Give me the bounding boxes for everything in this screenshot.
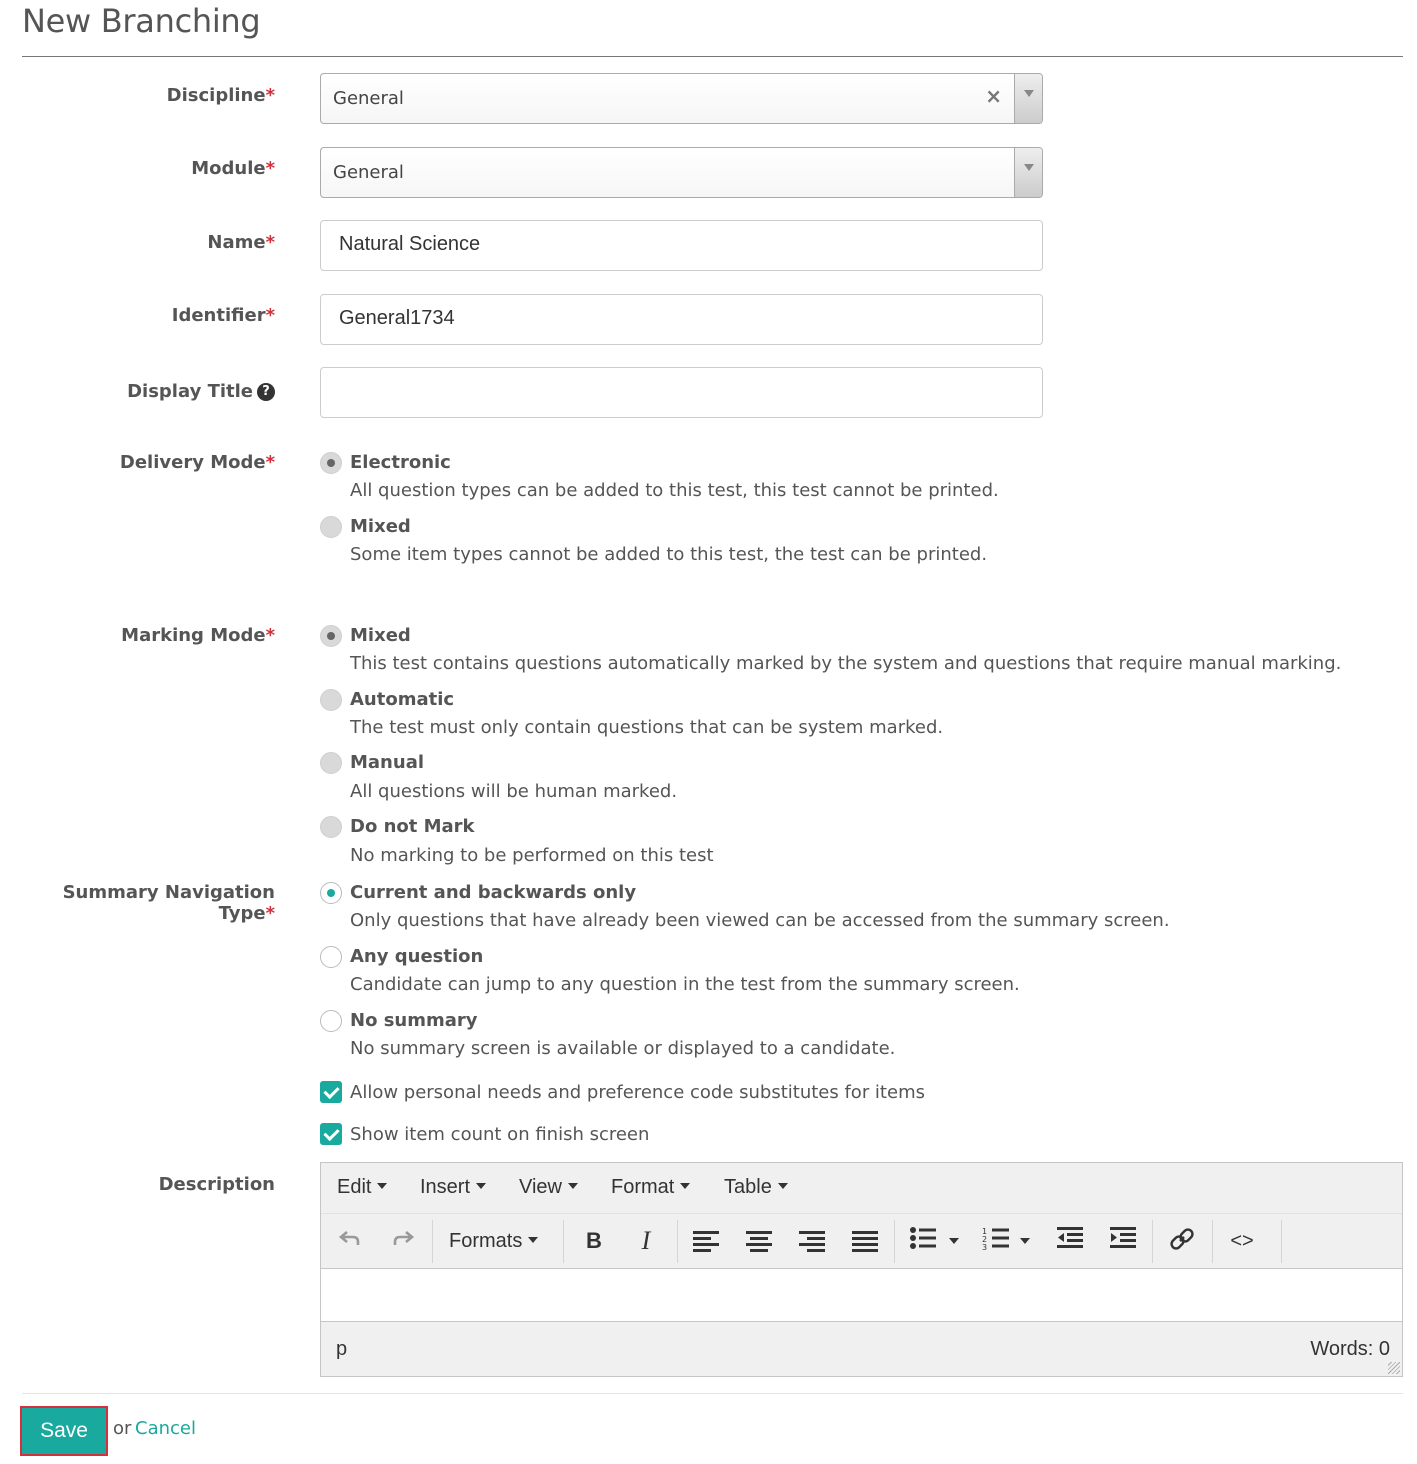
- summary-option-desc: Candidate can jump to any question in the test from the summary screen.: [350, 974, 1020, 995]
- editor-content-area[interactable]: [321, 1269, 1402, 1322]
- name-input[interactable]: Natural Science: [320, 220, 1043, 271]
- discipline-label: Discipline*: [166, 85, 275, 106]
- summary-current-backwards-radio[interactable]: [320, 882, 342, 904]
- show-item-count-checkbox[interactable]: [320, 1123, 342, 1145]
- display-title-label: Display Title ?: [20, 381, 275, 402]
- summary-option-title: Current and backwards only: [350, 882, 637, 903]
- toolbar-separator: [563, 1220, 564, 1263]
- delivery-option-title: Electronic: [350, 452, 451, 473]
- summary-option-desc: No summary screen is available or displayed to a candidate.: [350, 1038, 896, 1059]
- link-icon[interactable]: [1167, 1226, 1197, 1256]
- italic-icon[interactable]: I: [641, 1226, 651, 1255]
- title-divider: [22, 56, 1403, 57]
- bold-icon[interactable]: B: [586, 1228, 602, 1253]
- marking-option-title: Mixed: [350, 625, 411, 646]
- name-label: Name*: [207, 232, 275, 253]
- marking-option-title: Do not Mark: [350, 816, 475, 837]
- delivery-option-title: Mixed: [350, 516, 411, 537]
- marking-mode-label: Marking Mode*: [121, 625, 275, 646]
- delivery-electronic-radio[interactable]: [320, 452, 342, 474]
- marking-option-title: Manual: [350, 752, 425, 773]
- marking-option-desc: The test must only contain questions that can be system marked.: [350, 717, 944, 738]
- or-text: or: [113, 1418, 132, 1439]
- description-editor[interactable]: [320, 1162, 1403, 1377]
- delivery-option-desc: Some item types cannot be added to this test, the test can be printed.: [350, 544, 988, 565]
- marking-automatic-radio[interactable]: [320, 689, 342, 711]
- description-label: Description: [158, 1174, 275, 1195]
- module-select[interactable]: [320, 147, 1043, 198]
- outdent-icon[interactable]: [1055, 1226, 1085, 1256]
- menu-view[interactable]: View: [519, 1176, 578, 1199]
- marking-option-desc: This test contains questions automatically marked by the system and questions that require manual marking.: [350, 653, 1342, 674]
- page-title: New Branching: [22, 2, 261, 40]
- marking-mixed-radio[interactable]: [320, 625, 342, 647]
- clear-icon[interactable]: ×: [985, 84, 1002, 108]
- align-left-icon[interactable]: [693, 1230, 719, 1252]
- delivery-option-desc: All question types can be added to this test, this test cannot be printed.: [350, 480, 999, 501]
- discipline-select[interactable]: [320, 73, 1043, 124]
- toolbar-separator: [432, 1220, 433, 1263]
- marking-option-title: Automatic: [350, 689, 455, 710]
- summary-no-summary-radio[interactable]: [320, 1010, 342, 1032]
- identifier-input[interactable]: General1734: [320, 294, 1043, 345]
- marking-manual-radio[interactable]: [320, 752, 342, 774]
- formats-dropdown[interactable]: Formats: [449, 1226, 538, 1256]
- menu-format[interactable]: Format: [611, 1176, 690, 1199]
- svg-text:2: 2: [982, 1235, 988, 1244]
- align-right-icon[interactable]: [799, 1230, 825, 1252]
- marking-option-desc: No marking to be performed on this test: [350, 845, 714, 866]
- element-path[interactable]: p: [336, 1338, 348, 1360]
- indent-icon[interactable]: [1108, 1226, 1138, 1256]
- chevron-down-icon[interactable]: [1014, 74, 1042, 123]
- editor-toolbar: [321, 1214, 1402, 1269]
- identifier-label: Identifier*: [171, 305, 275, 326]
- help-icon[interactable]: ?: [257, 383, 275, 401]
- menu-table[interactable]: Table: [724, 1176, 788, 1199]
- summary-option-title: No summary: [350, 1010, 478, 1031]
- toolbar-separator: [1212, 1220, 1213, 1263]
- chevron-down-icon[interactable]: [1018, 1226, 1032, 1256]
- menu-edit[interactable]: Edit: [337, 1176, 387, 1199]
- show-item-count-label: Show item count on finish screen: [350, 1124, 650, 1145]
- numbered-list-icon[interactable]: [981, 1226, 1011, 1256]
- marking-option-desc: All questions will be human marked.: [350, 781, 678, 802]
- align-justify-icon[interactable]: [852, 1230, 878, 1252]
- chevron-down-icon[interactable]: [1014, 148, 1042, 197]
- summary-option-desc: Only questions that have already been viewed can be accessed from the summary screen.: [350, 910, 1170, 931]
- discipline-value: General: [333, 88, 404, 109]
- editor-statusbar: [321, 1321, 1402, 1376]
- svg-text:3: 3: [982, 1243, 988, 1250]
- resize-handle[interactable]: [1388, 1362, 1400, 1374]
- toolbar-separator: [677, 1220, 678, 1263]
- menu-insert[interactable]: Insert: [420, 1176, 486, 1199]
- module-label: Module*: [191, 158, 275, 179]
- word-count: Words: 0: [1310, 1338, 1390, 1360]
- toolbar-separator: [894, 1220, 895, 1263]
- chevron-down-icon[interactable]: [947, 1226, 961, 1256]
- summary-navigation-label: Summary Navigation Type*: [62, 882, 275, 924]
- delivery-mixed-radio[interactable]: [320, 516, 342, 538]
- delivery-mode-label: Delivery Mode*: [119, 452, 275, 473]
- bullet-list-icon[interactable]: [908, 1226, 938, 1256]
- undo-icon[interactable]: [335, 1226, 365, 1256]
- allow-pnp-substitutes-checkbox[interactable]: [320, 1081, 342, 1103]
- toolbar-separator: [1152, 1220, 1153, 1263]
- footer-divider: [22, 1393, 1403, 1394]
- source-code-icon[interactable]: <>: [1230, 1230, 1254, 1252]
- module-value: General: [333, 162, 404, 183]
- summary-any-question-radio[interactable]: [320, 946, 342, 968]
- redo-icon[interactable]: [388, 1226, 418, 1256]
- align-center-icon[interactable]: [746, 1230, 772, 1252]
- editor-menubar: [321, 1163, 1402, 1214]
- toolbar-separator: [1281, 1220, 1282, 1263]
- display-title-input[interactable]: [320, 367, 1043, 418]
- allow-pnp-substitutes-label: Allow personal needs and preference code substitutes for items: [350, 1082, 925, 1103]
- marking-do-not-mark-radio[interactable]: [320, 816, 342, 838]
- save-button[interactable]: Save: [20, 1406, 108, 1456]
- cancel-link[interactable]: Cancel: [135, 1418, 196, 1439]
- summary-option-title: Any question: [350, 946, 484, 967]
- svg-text:1: 1: [982, 1227, 988, 1236]
